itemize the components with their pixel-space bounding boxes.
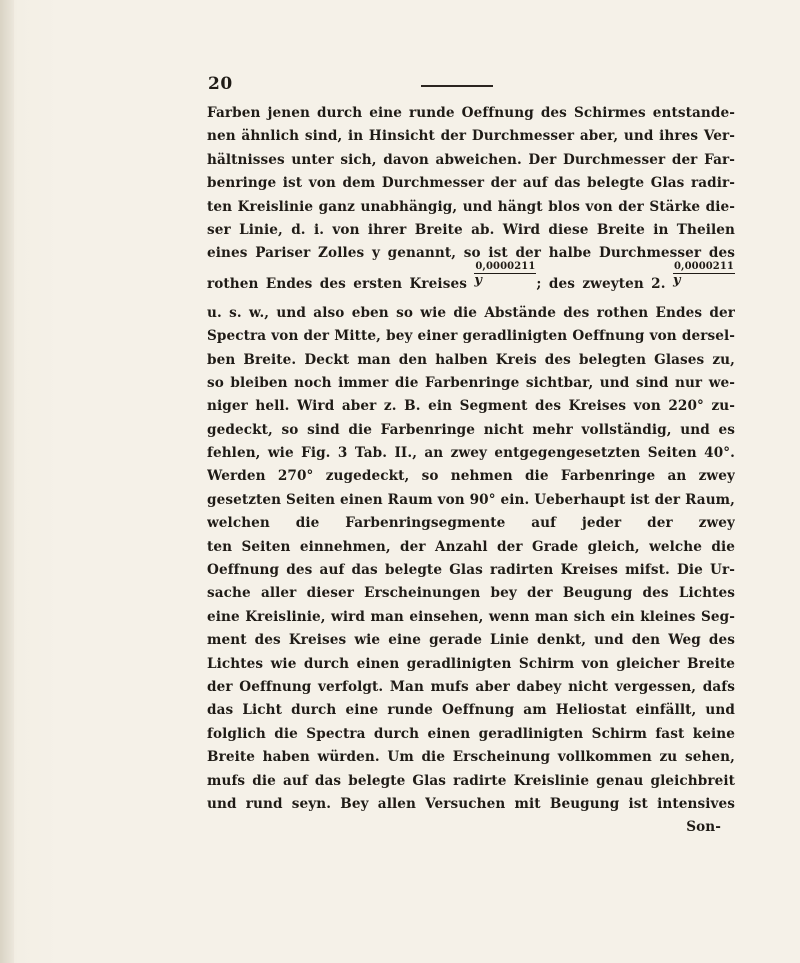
text-line: Spectra von der Mitte, bey einer geradlinigten Oeffnung von dersel-	[207, 328, 735, 345]
text-line: Werden 270° zugedeckt, so nehmen die Farbenringe an zwey	[207, 468, 735, 485]
text-line: Farben jenen durch eine runde Oeffnung des Schirmes entstande-	[207, 105, 735, 121]
fraction-line	[207, 260, 735, 302]
body-text	[207, 102, 735, 840]
text-line: ser Linie, d. i. von ihrer Breite ab. Wird diese Breite in Theilen	[207, 221, 735, 238]
text-line: eine Kreislinie, wird man einsehen, wenn man sich ein kleines Seg-	[207, 608, 735, 625]
text-line: fehlen, wie Fig. 3 Tab. II., an zwey entgegengesetzten Seiten 40°.	[207, 445, 735, 462]
text-line: niger hell. Wird aber z. B. ein Segment des Kreises von 220° zu-	[207, 398, 735, 415]
text-line: nen ähnlich sind, in Hinsicht der Durchmesser aber, und ihres Ver-	[207, 128, 735, 145]
text-line: so bleiben noch immer die Farbenringe sichtbar, und sind nur we-	[207, 374, 735, 391]
text-line: gesetzten Seiten einen Raum von 90° ein. Ueberhaupt ist der Raum,	[207, 491, 735, 508]
page-number: 20	[208, 74, 233, 94]
text-line: gedeckt, so sind die Farbenringe nicht mehr vollständig, und es	[207, 421, 735, 438]
fraction-first-numerator: 0,0000211	[475, 260, 536, 272]
text-line: der Oeffnung verfolgt. Man mufs aber dabey nicht vergessen, dafs	[207, 678, 735, 695]
binding-edge	[0, 0, 14, 963]
header-rule	[421, 85, 493, 87]
text-line: ten Kreislinie ganz unabhängig, und hängt blos von der Stärke die-	[207, 198, 735, 215]
text-line: Lichtes wie durch einen geradlinigten Schirm von gleicher Breite	[207, 655, 735, 672]
fraction-second-denominator: y	[672, 272, 681, 288]
catchword: Son-	[686, 819, 721, 836]
text-line: welchen die Farbenringsegmente auf jeder der zwey	[207, 515, 735, 532]
fraction-line-middle: ; des zweyten 2.	[536, 275, 666, 292]
text-line: ten Seiten einnehmen, der Anzahl der Grade gleich, welche die	[207, 538, 735, 555]
text-line: das Licht durch eine runde Oeffnung am Heliostat einfällt, und	[207, 702, 735, 719]
text-line: hältnisses unter sich, davon abweichen. Der Durchmesser der Far-	[207, 151, 735, 168]
text-line: folglich die Spectra durch einen geradlinigten Schirm fast keine	[207, 725, 735, 742]
fraction-first-denominator: y	[474, 272, 482, 288]
text-line: Oeffnung des auf das belegte Glas radirten Kreises mifst. Die Ur-	[207, 562, 735, 579]
text-line: Breite haben würden. Um die Erscheinung vollkommen zu sehen,	[207, 749, 735, 766]
text-line: und rund seyn. Bey allen Versuchen mit Beugung ist intensives	[207, 795, 735, 812]
fraction-line-before: rothen Endes des ersten Kreises	[207, 275, 467, 292]
text-line: ben Breite. Deckt man den halben Kreis des belegten Glases zu,	[207, 351, 735, 368]
page-header	[208, 74, 728, 94]
text-line: ment des Kreises wie eine gerade Linie denkt, und den Weg des	[207, 632, 735, 649]
text-line: u. s. w., und also eben so wie die Abstände des rothen Endes der	[207, 304, 735, 321]
text-line: benringe ist von dem Durchmesser der auf das belegte Glas radir-	[207, 175, 735, 192]
fraction-second	[672, 260, 735, 290]
text-line: eines Pariser Zolles y genannt, so ist der halbe Durchmesser des	[207, 245, 735, 262]
fraction-second-numerator: 0,0000211	[673, 260, 734, 272]
text-line: mufs die auf das belegte Glas radirte Kreislinie genau gleichbreit	[207, 772, 735, 789]
text-line: sache aller dieser Erscheinungen bey der Beugung des Lichtes	[207, 585, 735, 602]
fraction-first	[474, 260, 536, 290]
